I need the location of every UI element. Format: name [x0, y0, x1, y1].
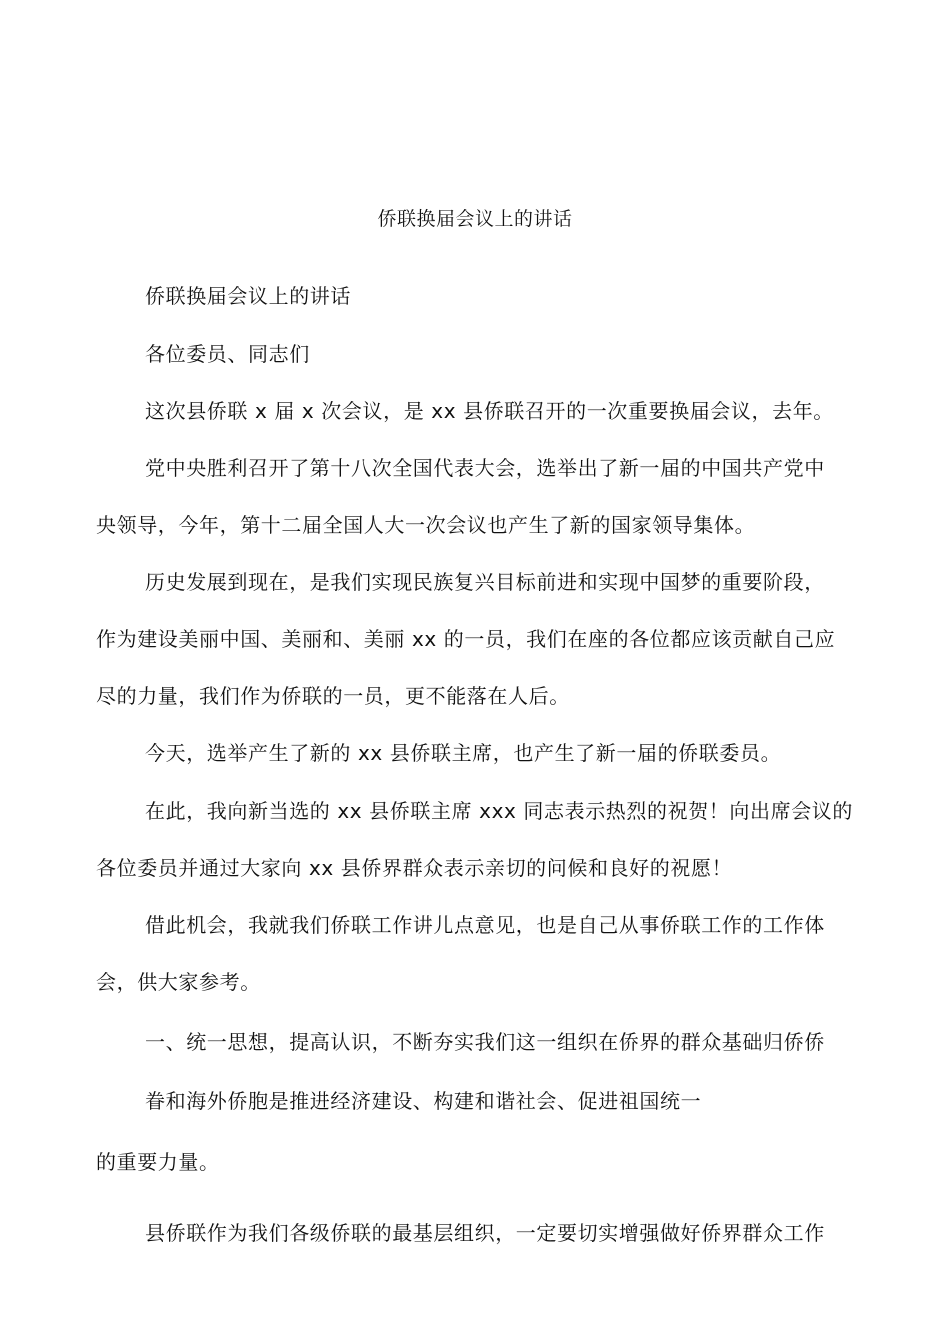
- paragraph-line: 眷和海外侨胞是推进经济建设、构建和谐社会、促进祖国统一: [145, 1089, 702, 1113]
- paragraph-line: 各位委员、同志们: [145, 342, 310, 366]
- paragraph-line: 一、统一思想，提高认识，不断夯实我们这一组织在侨界的群众基础归侨侨: [145, 1030, 825, 1054]
- paragraph-line: 侨联换届会议上的讲话: [145, 284, 351, 308]
- paragraph-line: 尽的力量，我们作为侨联的一员，更不能落在人后。: [96, 684, 570, 708]
- paragraph-line: 今天，选举产生了新的 xx 县侨联主席，也产生了新一届的侨联委员。: [145, 741, 782, 765]
- paragraph-line: 作为建设美丽中国、美丽和、美丽 xx 的一员，我们在座的各位都应该贡献自己应: [96, 627, 836, 651]
- paragraph-line: 历史发展到现在，是我们实现民族复兴目标前进和实现中国梦的重要阶段，: [145, 570, 825, 594]
- paragraph-line: 借此机会，我就我们侨联工作讲儿点意见，也是自己从事侨联工作的工作体: [145, 913, 825, 937]
- document-title: 侨联换届会议上的讲话: [377, 208, 573, 230]
- paragraph-line: 央领导，今年，第十二届全国人大一次会议也产生了新的国家领导集体。: [96, 513, 756, 537]
- paragraph-line: 这次县侨联 x 届 x 次会议，是 xx 县侨联召开的一次重要换届会议，去年。: [145, 399, 834, 423]
- paragraph-line: 县侨联作为我们各级侨联的最基层组织，一定要切实增强做好侨界群众工作: [145, 1221, 825, 1245]
- paragraph-line: 的重要力量。: [96, 1150, 220, 1174]
- paragraph-line: 各位委员并通过大家向 xx 县侨界群众表示亲切的问候和良好的祝愿！: [96, 856, 733, 880]
- paragraph-line: 会，供大家参考。: [96, 970, 261, 994]
- paragraph-line: 党中央胜利召开了第十八次全国代表大会，选举出了新一届的中国共产党中: [145, 456, 825, 480]
- paragraph-line: 在此，我向新当选的 xx 县侨联主席 xxx 同志表示热烈的祝贺！向出席会议的: [145, 799, 854, 823]
